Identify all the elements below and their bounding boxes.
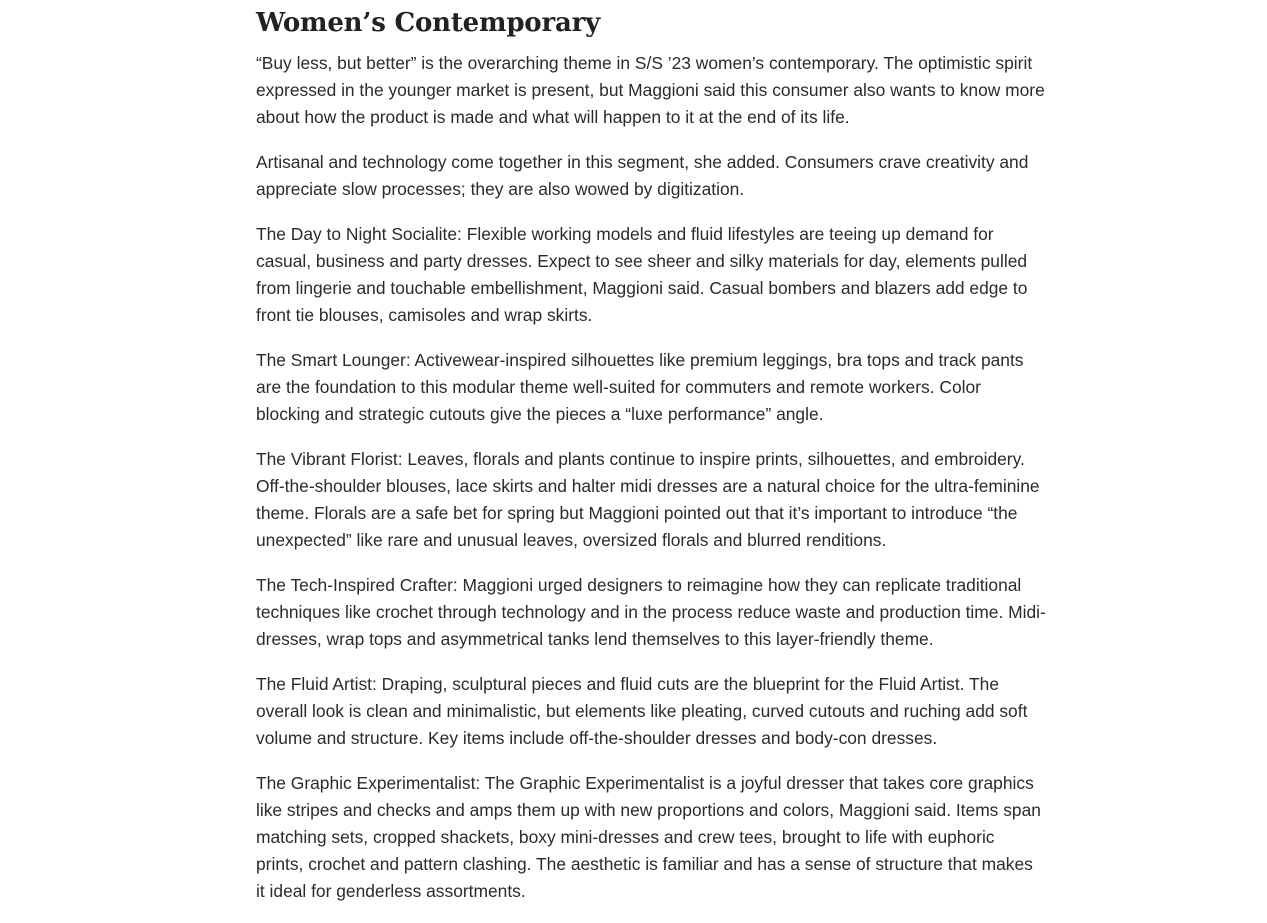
paragraph-day-to-night-socialite: The Day to Night Socialite: Flexible working models and fluid lifestyles are teeing up demand for casual, business and party dresses. Expect to see sheer and silky materials for day, elements pulled from lingerie and touchable embellishment, Maggioni said. Casual bombers and blazers add edge to front tie blouses, camisoles and wrap skirts. xyxy=(256,224,1028,325)
paragraph-tech-inspired-crafter: The Tech-Inspired Crafter: Maggioni urged designers to reimagine how they can replicate traditional techniques like crochet through technology and in the process reduce waste and production time. Midi-dresses, wrap tops and asymmetrical tanks lend themselves to this layer-friendly theme. xyxy=(256,575,1046,649)
paragraph-graphic-experimentalist: The Graphic Experimentalist: The Graphic Experimentalist is a joyful dresser that takes core graphics like stripes and checks and amps them up with new proportions and colors, Maggioni said. Items span matching sets, cropped shackets, boxy mini-dresses and crew tees, brought to life with euphoric prints, crochet and pattern clashing. The aesthetic is familiar and has a sense of structure that makes it ideal for genderless assortments. xyxy=(256,773,1041,901)
article-body xyxy=(256,0,1046,923)
section-heading: Women’s Contemporary xyxy=(256,8,600,38)
paragraph-vibrant-florist: The Vibrant Florist: Leaves, florals and plants continue to inspire prints, silhouettes, and embroidery. Off-the-shoulder blouses, lace skirts and halter midi dresses are a natural choice for the ultra-feminine theme. Florals are a safe bet for spring but Maggioni pointed out that it’s important to introduce “the unexpected” like rare and unusual leaves, oversized florals and blurred renditions. xyxy=(256,449,1040,550)
paragraph-intro: “Buy less, but better” is the overarching theme in S/S ’23 women’s contemporary. The optimistic spirit expressed in the younger market is present, but Maggioni said this consumer also wants to know more about how the product is made and what will happen to it at the end of its life. xyxy=(256,53,1045,127)
paragraph-artisanal: Artisanal and technology come together in this segment, she added. Consumers crave creativity and appreciate slow processes; they are also wowed by digitization. xyxy=(256,152,1029,199)
paragraph-smart-lounger: The Smart Lounger: Activewear-inspired silhouettes like premium leggings, bra tops and track pants are the foundation to this modular theme well-suited for commuters and remote workers. Color blocking and strategic cutouts give the pieces a “luxe performance” angle. xyxy=(256,350,1024,424)
paragraph-fluid-artist: The Fluid Artist: Draping, sculptural pieces and fluid cuts are the blueprint for the Fluid Artist. The overall look is clean and minimalistic, but elements like pleating, curved cutouts and ruching add soft volume and structure. Key items include off-the-shoulder dresses and body-con dresses. xyxy=(256,674,1028,748)
